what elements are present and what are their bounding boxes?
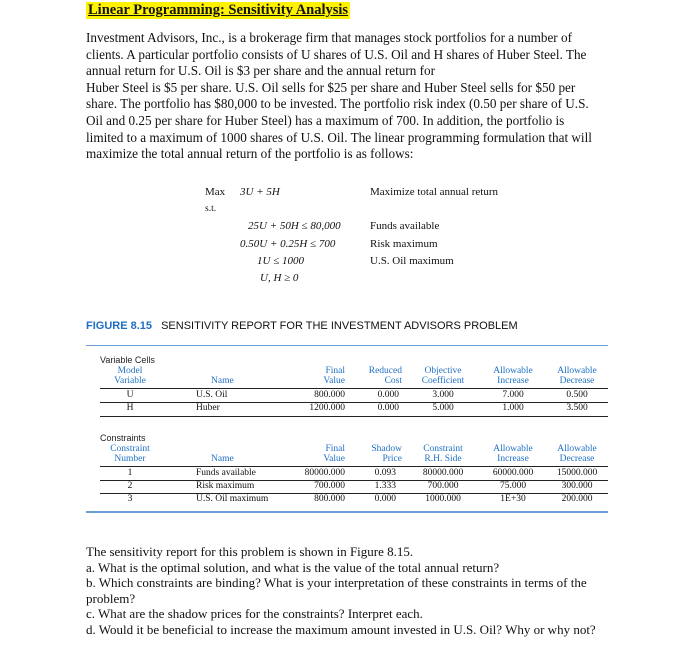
- cell: 1.333: [374, 481, 396, 491]
- column-header: Name: [211, 376, 234, 386]
- nonnegativity-constraint: U, H ≥ 0: [260, 272, 299, 284]
- column-header: Increase: [497, 454, 529, 464]
- column-header: Number: [114, 454, 146, 464]
- cell: 1E+30: [500, 494, 526, 504]
- column-header: Increase: [497, 376, 529, 386]
- cell: 1: [127, 468, 133, 478]
- objective-note: Maximize total annual return: [370, 186, 498, 198]
- cell: 75.000: [499, 481, 527, 491]
- column-header: Final: [325, 366, 345, 376]
- cell: Risk maximum: [196, 481, 255, 491]
- column-header: Name: [211, 454, 234, 464]
- cell: 0.000: [377, 390, 399, 400]
- cell: 0.093: [374, 468, 396, 478]
- cell: 5.000: [432, 403, 454, 413]
- subject-to-label: s.t.: [205, 204, 217, 214]
- intro-line: annual return for U.S. Oil is $3 per share and the annual return for: [86, 63, 435, 79]
- constraint-expression: 0.50U + 0.25H ≤ 700: [240, 238, 336, 250]
- intro-line: share. The portfolio has $80,000 to be invested. The portfolio risk index (0.50 per share of U.S.: [86, 96, 589, 112]
- cell: 300.000: [561, 481, 593, 491]
- cell: 80000.000: [304, 468, 345, 478]
- header-rule: [100, 388, 608, 389]
- column-header: Decrease: [559, 376, 595, 386]
- column-header: Variable: [114, 376, 146, 386]
- constraint-expression: 1U ≤ 1000: [257, 255, 304, 267]
- cell: 60000.000: [492, 468, 534, 478]
- column-header: Allowable: [557, 444, 597, 454]
- cell: 7.000: [502, 390, 524, 400]
- cell: 800.000: [314, 494, 345, 504]
- constraint-note: U.S. Oil maximum: [370, 255, 454, 267]
- column-header: Cost: [384, 376, 402, 386]
- constraint-expression: 25U + 50H ≤ 80,000: [248, 220, 341, 232]
- cell: 3: [127, 494, 133, 504]
- row-rule: [100, 416, 608, 417]
- column-header: Model: [117, 366, 143, 376]
- page-heading: Linear Programming: Sensitivity Analysis: [88, 2, 349, 18]
- column-header: Coefficient: [421, 376, 465, 386]
- question-intro: The sensitivity report for this problem is shown in Figure 8.15.: [86, 544, 414, 559]
- cell: 200.000: [561, 494, 593, 504]
- figure-title: SENSITIVITY REPORT FOR THE INVESTMENT ADVISORS PROBLEM: [161, 320, 518, 332]
- cell: 700.000: [427, 481, 459, 491]
- question-item: b. Which constraints are binding? What is your interpretation of these constraints in terms of the problem?: [86, 575, 587, 606]
- column-header: Constraint: [423, 444, 463, 454]
- problem-statement: [86, 30, 614, 163]
- header-rule: [100, 466, 608, 467]
- figure-caption: [86, 320, 518, 332]
- cell: U.S. Oil maximum: [196, 494, 269, 504]
- question-item: a. What is the optimal solution, and what is the value of the total annual return?: [86, 559, 500, 575]
- column-header: Allowable: [557, 366, 597, 376]
- column-header: R.H. Side: [424, 454, 462, 464]
- column-header: Value: [323, 376, 345, 386]
- cell: 15000.000: [556, 468, 598, 478]
- intro-line: limited to a maximum of 1000 shares of U.S. Oil. The linear programming formulation that will: [86, 129, 592, 145]
- cell: 1.000: [502, 403, 524, 413]
- intro-line: Oil and 0.25 per share for Huber Steel) has a maximum of 700. In addition, the portfolio is: [86, 112, 565, 128]
- intro-line: Huber Steel is $5 per share. U.S. Oil sells for $25 per share and Huber Steel sells for $50 per: [86, 79, 576, 95]
- figure-label: FIGURE 8.15: [86, 320, 153, 332]
- column-header: Value: [323, 454, 345, 464]
- question-item: c. What are the shadow prices for the constraints? Interpret each.: [86, 606, 423, 621]
- question-item: d. Would it be beneficial to increase the maximum amount invested in U.S. Oil? Why or why not?: [86, 621, 596, 637]
- cell: Funds available: [196, 468, 256, 478]
- sensitivity-report: [86, 345, 608, 513]
- intro-line: maximize the total annual return of the portfolio is as follows:: [86, 146, 414, 162]
- intro-line: clients. A particular portfolio consists of U shares of U.S. Oil and H shares of Huber Steel. The: [86, 46, 587, 62]
- cell: 0.000: [377, 403, 399, 413]
- cell: 1200.000: [309, 403, 345, 413]
- cell: H: [126, 403, 134, 413]
- variable-cells-label: Variable Cells: [100, 355, 155, 365]
- lp-formulation: [0, 180, 700, 290]
- cell: 700.000: [314, 481, 345, 491]
- cell: 2: [127, 481, 133, 491]
- column-header: Allowable: [493, 366, 533, 376]
- constraints-label: Constraints: [100, 433, 146, 443]
- cell: 800.000: [314, 390, 345, 400]
- cell: U.S. Oil: [196, 390, 228, 400]
- column-header: Constraint: [110, 444, 150, 454]
- cell: 0.000: [374, 494, 396, 504]
- cell: 1000.000: [425, 494, 461, 504]
- column-header: Decrease: [559, 454, 595, 464]
- cell: 3.500: [566, 403, 588, 413]
- constraint-note: Funds available: [370, 220, 440, 232]
- cell: Huber: [196, 403, 220, 413]
- column-header: Price: [382, 454, 402, 464]
- column-header: Shadow: [371, 444, 402, 454]
- column-header: Allowable: [493, 444, 533, 454]
- constraint-note: Risk maximum: [370, 238, 438, 250]
- column-header: Reduced: [368, 366, 402, 376]
- column-header: Objective: [424, 366, 462, 376]
- intro-line: Investment Advisors, Inc., is a brokerage firm that manages stock portfolios for a number of: [86, 30, 572, 45]
- max-label: Max: [205, 186, 226, 198]
- cell: 3.000: [432, 390, 454, 400]
- questions: [86, 544, 614, 637]
- objective-function: 3U + 5H: [240, 186, 280, 198]
- cell: 80000.000: [422, 468, 464, 478]
- cell: U: [126, 390, 134, 400]
- cell: 0.500: [566, 390, 588, 400]
- column-header: Final: [325, 444, 345, 454]
